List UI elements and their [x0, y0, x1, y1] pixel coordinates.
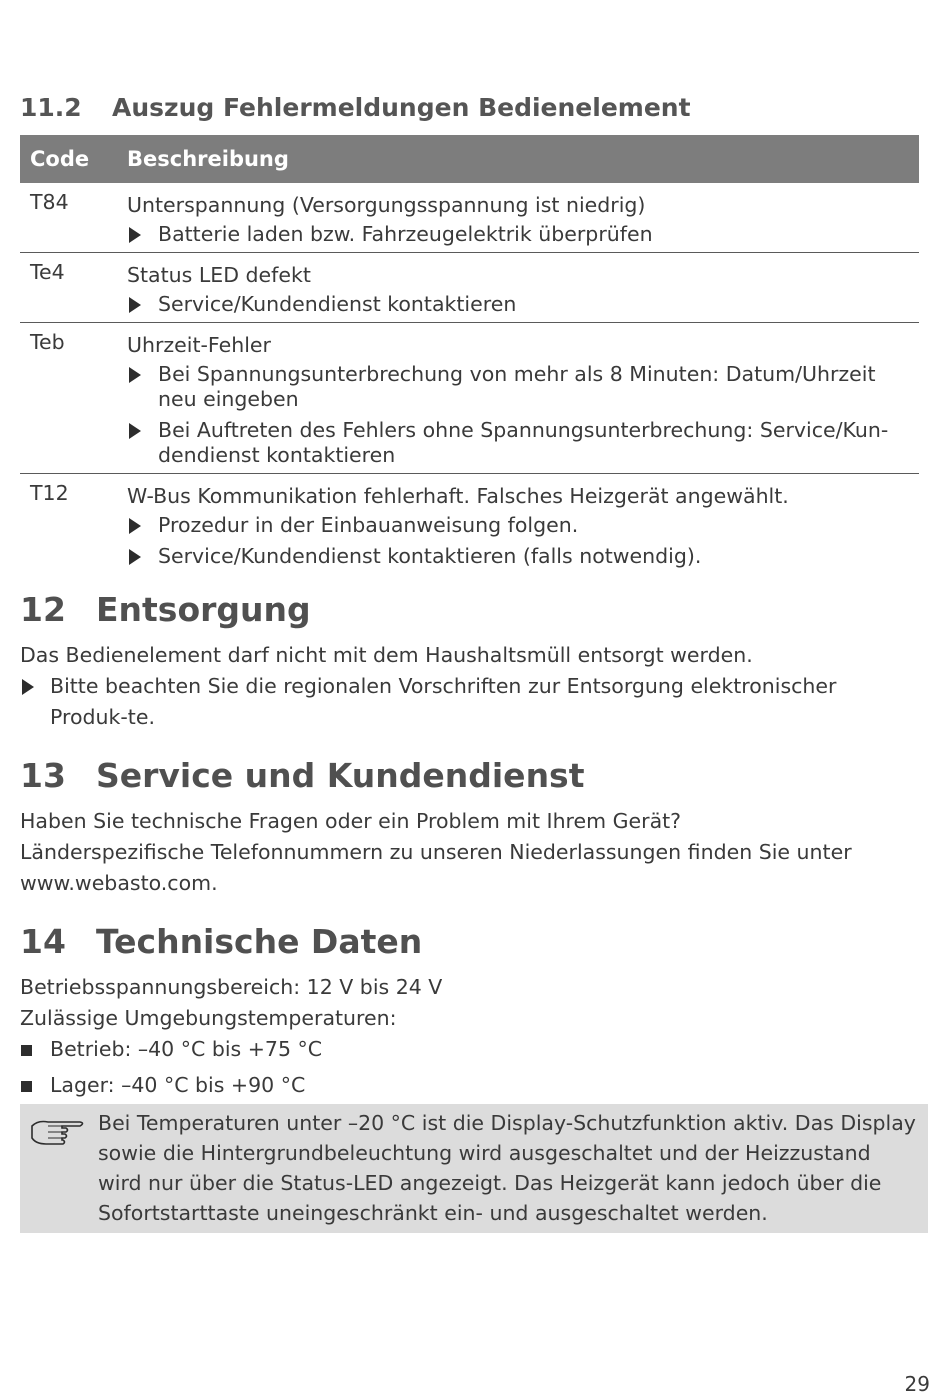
section-13-body — [20, 806, 920, 899]
action-item: Service/Kundendienst kontaktieren — [127, 292, 919, 317]
triangle-bullet-icon — [129, 367, 141, 383]
error-description: W-Bus Kommunikation fehlerhaft. Falsches Heizgerät angewählt. — [127, 484, 789, 508]
triangle-bullet-icon — [22, 679, 34, 695]
temperature-heading: Zulässige Umgebungstemperaturen: — [20, 1006, 397, 1030]
error-code: T84 — [30, 190, 69, 214]
section-13-heading: 13 Service und Kundendienst — [20, 756, 585, 795]
error-code: Teb — [30, 330, 65, 354]
error-description: Unterspannung (Versorgungsspannung ist niedrig) — [127, 193, 646, 217]
triangle-bullet-icon — [129, 549, 141, 565]
triangle-bullet-icon — [129, 227, 141, 243]
service-website-link[interactable]: www.webasto.com. — [20, 871, 218, 895]
triangle-bullet-icon — [129, 297, 141, 313]
voltage-range: Betriebsspannungsbereich: 12 V bis 24 V — [20, 975, 443, 999]
action-item: Bei Spannungsunterbrechung von mehr als 8 Minuten: Datum/Uhrzeit neu eingeben — [127, 362, 919, 412]
square-bullet-icon — [21, 1081, 32, 1092]
triangle-bullet-icon — [129, 518, 141, 534]
table-row — [20, 253, 919, 323]
error-code: T12 — [30, 481, 69, 505]
error-code: Te4 — [30, 260, 65, 284]
table-row — [20, 183, 919, 253]
note-text: Bei Temperaturen unter –20 °C ist die Display-Schutzfunktion aktiv. Das Display sowie die Hintergrundbeleuchtung wird ausgeschaltet und der Heizzustand wird nur über die Status-LED angezeigt. Das Heizgerät kann jedoch über die Sofortstarttaste uneingeschränkt ein- und ausgeschaltet werden. — [98, 1111, 916, 1225]
square-bullet-icon — [21, 1045, 32, 1056]
note-box — [20, 1104, 928, 1233]
action-item: Prozedur in der Einbauanweisung folgen. — [127, 513, 919, 538]
section-14-body — [20, 972, 920, 1101]
page-number: 29 — [904, 1372, 930, 1396]
error-code-table — [20, 135, 919, 574]
table-header-row — [20, 135, 919, 183]
action-item: Bei Auftreten des Fehlers ohne Spannungsunterbrechung: Service/Kun-dendienst kontaktieren — [127, 418, 919, 468]
disposal-bullet: Bitte beachten Sie die regionalen Vorschriften zur Entsorgung elektronischer Produk-te. — [20, 671, 920, 733]
list-item: Betrieb: –40 °C bis +75 °C — [20, 1034, 920, 1065]
section-title: Auszug Fehlermeldungen Bedienelement — [112, 93, 691, 122]
column-header-description: Beschreibung — [127, 135, 919, 183]
table-row — [20, 474, 919, 575]
service-question: Haben Sie technische Fragen oder ein Problem mit Ihrem Gerät? — [20, 809, 682, 833]
table-row — [20, 323, 919, 474]
service-phone-info: Länderspezifische Telefonnummern zu unseren Niederlassungen finden Sie unter — [20, 840, 852, 864]
section-number: 11.2 — [20, 93, 82, 122]
error-description: Status LED defekt — [127, 263, 311, 287]
section-12-heading: 12 Entsorgung — [20, 590, 311, 629]
list-item: Lager: –40 °C bis +90 °C — [20, 1070, 920, 1101]
error-description: Uhrzeit-Fehler — [127, 333, 271, 357]
action-item: Batterie laden bzw. Fahrzeugelektrik überprüfen — [127, 222, 919, 247]
section-11-2-heading — [20, 93, 691, 122]
column-header-code: Code — [20, 135, 127, 183]
triangle-bullet-icon — [129, 423, 141, 439]
section-12-body — [20, 640, 920, 733]
action-item: Service/Kundendienst kontaktieren (falls notwendig). — [127, 544, 919, 569]
section-14-heading: 14 Technische Daten — [20, 922, 423, 961]
pointing-hand-icon — [28, 1114, 88, 1148]
disposal-text: Das Bedienelement darf nicht mit dem Haushaltsmüll entsorgt werden. — [20, 643, 753, 667]
